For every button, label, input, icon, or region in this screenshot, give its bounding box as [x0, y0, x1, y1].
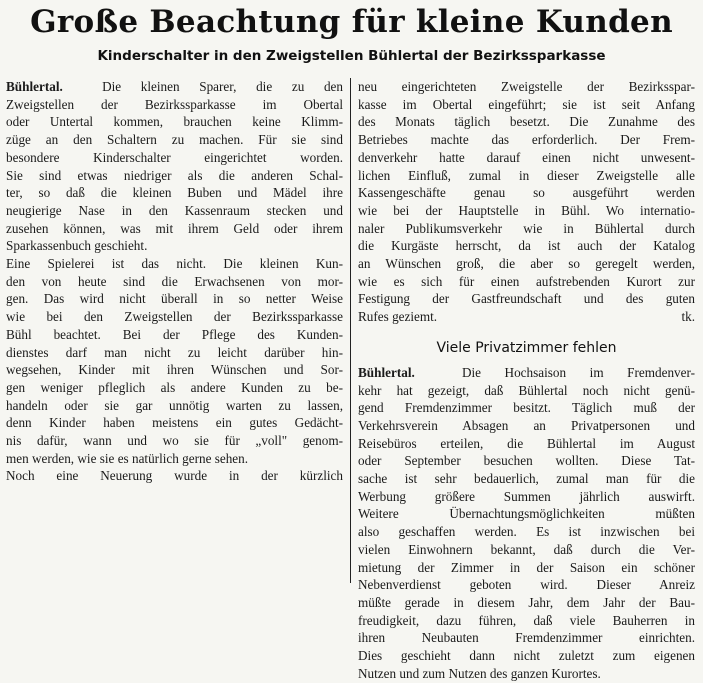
- text-line: gen weniger pfleglich als andere Kunden zu be-: [6, 379, 343, 395]
- right-column: [358, 78, 695, 683]
- text-line: handeln oder sie gar unnötig warten zu lassen,: [6, 397, 343, 413]
- text-line: Betriebes machte das erforderlich. Der Frem-: [358, 132, 695, 148]
- headline: Große Beachtung für kleine Kunden: [30, 4, 673, 40]
- text-line: Werbung größere Summen jährlich auswirft.: [358, 488, 695, 504]
- text-line: Rufes geziemt. tk.: [358, 309, 695, 325]
- text-line: vielen Einwohnern bekannt, daß durch die Ver-: [358, 541, 695, 557]
- text-line: Festigung der Gastfreundschaft und des guten: [358, 291, 695, 307]
- text-line: Noch eine Neuerung wurde in der kürzlich: [6, 468, 343, 484]
- text-line: Zweigstellen der Bezirkssparkasse im Obertal: [6, 96, 343, 112]
- text-line: Bühlertal. Die Hochsaison im Fremdenver-: [358, 364, 695, 380]
- text-line: lichen Einfluß, zumal in dieser Zweigstelle alle: [358, 167, 695, 183]
- text-line: Kassengeschäfte genau so ausgeführt werden: [358, 185, 695, 201]
- text-line: Dies geschieht dann nicht zuletzt zum eigenen: [358, 648, 695, 664]
- text-line: zusehen können, was mit ihrem Geld oder ihrem: [6, 220, 343, 236]
- text-line: an Wünschen groß, die aber so geregelt werden,: [358, 256, 695, 272]
- dateline: Bühlertal.: [6, 79, 63, 94]
- text-line: Eine Spielerei ist das nicht. Die kleinen Kun-: [6, 256, 343, 272]
- text-line: neu eingerichteten Zweigstelle der Bezirksspar-: [358, 79, 695, 94]
- text-line: Nebenverdienst geboten wird. Dieser Anreiz: [358, 577, 695, 593]
- text-line: Reisebüros erteilen, die Bühlertal im August: [358, 435, 695, 451]
- text-line: sache ist sehr bedauerlich, zumal man für die: [358, 471, 695, 487]
- text-line: oder Untertal kommen, brauchen keine Klimm-: [6, 114, 343, 130]
- text-line: Sparkassenbuch geschieht.: [6, 238, 148, 254]
- text-line: freudigkeit, dazu führen, daß viele Bauherren in: [358, 612, 695, 628]
- text-line: denverkehr hatte darauf einen nicht unwesent-: [358, 149, 695, 165]
- text-line: kehr hat gezeigt, daß Bühlertal noch nicht genü-: [358, 382, 695, 398]
- text-line: oder September besuchen wollten. Diese Tat-: [358, 453, 695, 469]
- text-line: besondere Kinderschalter eingerichtet worden.: [6, 149, 343, 165]
- section-title: Viele Privatzimmer fehlen: [436, 339, 617, 356]
- dateline: Bühlertal.: [358, 364, 415, 380]
- text-line: gend Fremdenzimmer besitzt. Täglich muß der: [358, 400, 695, 416]
- text-line: die Kurgäste herrscht, da ist auch der Katalog: [358, 238, 695, 254]
- text-line: den von heute sind die Erwachsenen von mor-: [6, 273, 343, 289]
- text-line: des Monats täglich besetzt. Die Zunahme des: [358, 114, 695, 130]
- text-line: Weitere Übernachtungsmöglichkeiten müßten: [358, 506, 695, 522]
- text-line: müßte gerade in diesem Jahr, dem Jahr der Bau-: [358, 594, 695, 610]
- text-line: Verkehrsverein Absagen an Privatpersonen und: [358, 417, 695, 433]
- left-column: [6, 78, 343, 485]
- text-line: wegsehen, Kinder mit ihren Wünschen und Sor-: [6, 362, 343, 378]
- text-line: neugierige Nase in den Kassenraum stecken und: [6, 202, 343, 218]
- author-signature: tk.: [681, 309, 695, 325]
- text-line: dienstes darf man nicht zu leicht darüber hin-: [6, 344, 343, 360]
- text-line: Sie sind etwas niedriger als die anderen Schal-: [6, 167, 343, 183]
- subheadline: Kinderschalter in den Zweigstellen Bühlertal der Bezirkssparkasse: [97, 48, 606, 64]
- text-line: wie es sich für einen aufstrebenden Kurort zur: [358, 273, 695, 289]
- text-line: gen. Das wird nicht überall in so netter Weise: [6, 291, 343, 307]
- text-line: denn Kinder haben meistens ein gutes Gedächt-: [6, 415, 343, 431]
- text-line: züge an den Schaltern zu machen. Für sie sind: [6, 132, 343, 148]
- text-line: men werden, wie sie es natürlich gerne sehen.: [6, 450, 249, 466]
- text-line: kasse im Obertal eingeführt; sie ist seit Anfang: [358, 96, 695, 112]
- text-line: Nutzen und zum Nutzen des ganzen Kurortes.: [358, 665, 601, 681]
- text-line: Bühl beachtet. Bei der Pflege des Kunden-: [6, 326, 343, 342]
- text-line: ter, so daß die kleinen Buben und Mädel ihre: [6, 185, 343, 201]
- text-line: Bühlertal. Die kleinen Sparer, die zu den: [6, 79, 343, 94]
- column-divider: [350, 78, 351, 583]
- text-line: wie bei der Hauptstelle in Bühl. Wo internatio-: [358, 202, 695, 218]
- text-line: ihren Neubauten Fremdenzimmer einrichten.: [358, 630, 695, 646]
- text-line: mietung der Zimmer in der Saison ein schöner: [358, 559, 695, 575]
- text-line: nis dafür, wann und wo sie für „voll" genom-: [6, 433, 343, 449]
- text-line: naler Publikumsverkehr wie in Bühlertal durch: [358, 220, 695, 236]
- text-line: wie bei den Zweigstellen der Bezirkssparkasse: [6, 309, 343, 325]
- text-line: also geschaffen werden. Es ist inzwischen bei: [358, 524, 695, 540]
